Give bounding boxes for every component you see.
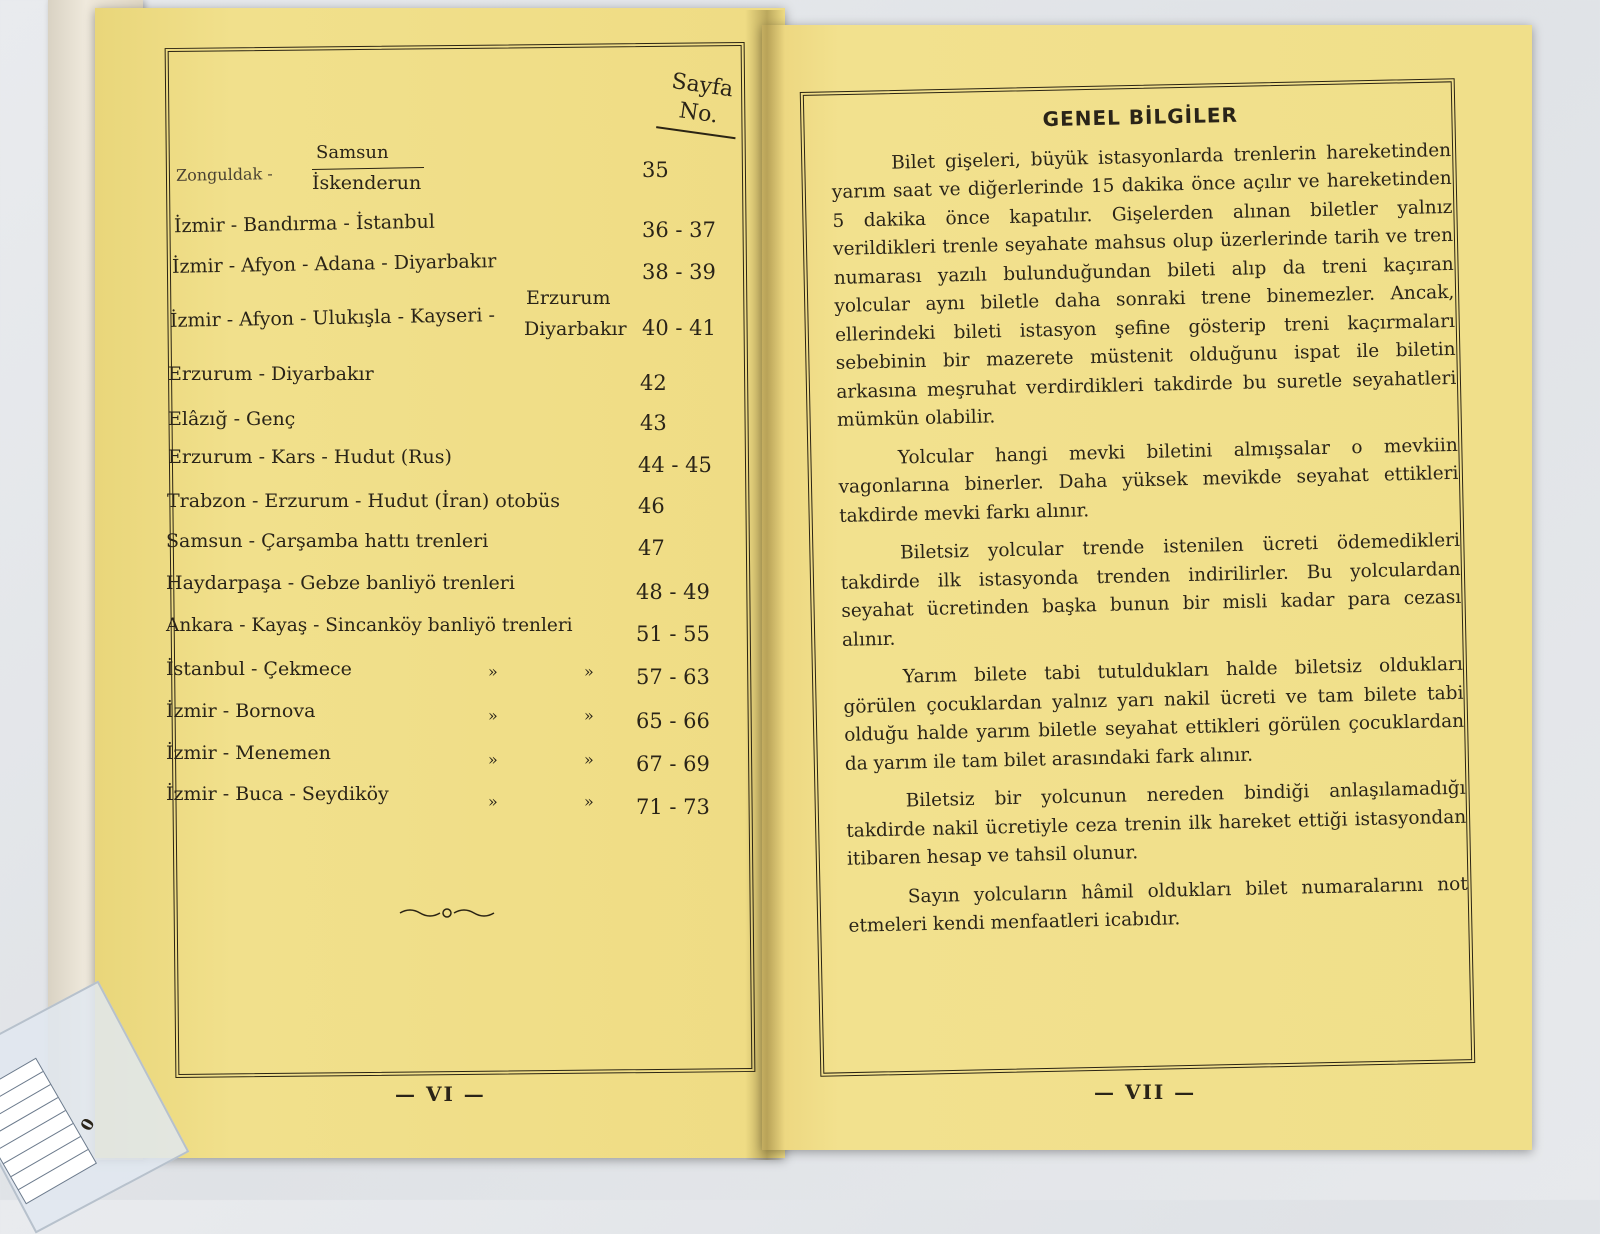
- ditto-mark: »: [584, 750, 594, 769]
- ditto-mark: »: [584, 662, 594, 681]
- toc-page: 51 - 55: [636, 622, 710, 646]
- ditto-mark: »: [488, 662, 498, 681]
- toc-page: 65 - 66: [636, 709, 710, 733]
- info-paragraph: Bilet gişeleri, büyük istasyonlarda trenlerin hareketinden yarım saat ve diğerlerinde 15 dakika önce açılır ve hareketinden 5 dakika önce kapatılır. Gişelerden alınan biletler yalnız verildikleri trenle seyahate mahsus olup üzerlerinde tarih ve tren numarası yazılı bulunduğundan bileti alıp da treni kaçıran yolcular aynı biletle daha sonraki trene binemezler. Ancak, ellerindeki bileti istasyon şefine gösterip treni kaçırmaları sebebinin bir mazerete müstenit olduğunu ispat ile biletin arkasına meşruhat verdirdikleri takdirde bu suretle seyahatleri mümkün olabilir.: [831, 139, 1457, 431]
- ditto-mark: »: [584, 706, 594, 725]
- toc-page: 38 - 39: [642, 260, 716, 284]
- toc-route-bottom: Diyarbakır: [524, 318, 627, 340]
- toc-page: 40 - 41: [642, 316, 716, 340]
- page-column-header: [656, 67, 744, 140]
- toc-route: İzmir - Bornova: [166, 700, 316, 722]
- toc-route: Erzurum - Kars - Hudut (Rus): [168, 446, 452, 468]
- toc-route: İzmir - Afyon - Adana - Diyarbakır: [171, 250, 497, 278]
- page-number-right: — VII —: [1094, 1080, 1197, 1104]
- toc-route-bottom: İskenderun: [312, 172, 422, 194]
- info-paragraph: Yolcular hangi mevki biletini almışsalar o mevkiin vagonlarına binerler. Daha yüksek mevikde seyahat ettikleri takdirde mevki farkı alınır.: [838, 434, 1459, 527]
- ruler-zero-mark: 0: [76, 1114, 99, 1135]
- toc-route: Haydarpaşa - Gebze banliyö trenleri: [166, 572, 515, 594]
- toc-page: 47: [638, 536, 665, 560]
- info-paragraph: Biletsiz bir yolcunun nereden bindiği anlaşılamadığı takdirde nakil ücretiyle ceza trenin ilk hareket ettiği istasyondan itibaren hesap ve tahsil olunur.: [846, 777, 1467, 870]
- ditto-mark: »: [488, 792, 498, 811]
- toc-page: 44 - 45: [638, 453, 712, 477]
- toc-route: İzmir - Menemen: [166, 742, 331, 764]
- info-paragraph: Sayın yolcuların hâmil oldukları bilet numaralarını not etmeleri kendi menfaatleri icabıdır.: [848, 873, 1468, 937]
- toc-route: İzmir - Buca - Seydiköy: [166, 783, 389, 805]
- info-paragraph: Biletsiz yolcular trende istenilen ücreti ödemedikleri takdirde ilk istasyonda trenden indirilirler. Bu yolculardan seyahat ücretinden başka bunun bir misli kadar para cezası alınır.: [840, 529, 1462, 651]
- toc-page: 43: [640, 411, 667, 435]
- toc-route: Elâzığ - Genç: [168, 408, 296, 430]
- page-number-left: — VI —: [395, 1082, 486, 1106]
- toc-page: 71 - 73: [636, 795, 710, 819]
- info-paragraph: Yarım bilete tabi tutuldukları halde biletsiz oldukları görülen çocuklardan yalnız yarı nakil ücreti ve tam bilete tabi olduğu halde yarım biletle seyahat ettikleri görülen çocuklardan da yarım ile tam bilet arasındaki fark alınır.: [843, 653, 1465, 775]
- toc-route-top: Erzurum: [526, 287, 611, 309]
- toc-route-top: Samsun: [316, 142, 389, 163]
- toc-page: 35: [642, 158, 669, 182]
- ditto-mark: »: [488, 750, 498, 769]
- toc-route: Erzurum - Diyarbakır: [168, 363, 374, 385]
- toc-page: 36 - 37: [642, 218, 716, 242]
- toc-route: Trabzon - Erzurum - Hudut (İran) otobüs: [167, 490, 561, 512]
- toc-route: Zonguldak -: [175, 164, 273, 185]
- toc-page: 48 - 49: [636, 580, 710, 604]
- toc-route: İzmir - Bandırma - İstanbul: [173, 210, 436, 238]
- toc-page: 42: [640, 371, 667, 395]
- ornament-divider: [398, 905, 498, 926]
- no-label: No.: [677, 98, 720, 129]
- toc-route: Ankara - Kayaş - Sincanköy banliyö trenleri: [166, 615, 573, 636]
- ditto-mark: »: [584, 792, 594, 811]
- toc-page: 67 - 69: [636, 752, 710, 776]
- toc-page: 46: [638, 494, 665, 518]
- toc-route: Samsun - Çarşamba hattı trenleri: [166, 530, 489, 552]
- toc-page: 57 - 63: [636, 665, 710, 689]
- toc-route: İzmir - Afyon - Ulukışla - Kayseri -: [169, 304, 496, 332]
- general-info-content: [830, 96, 1469, 951]
- toc-route: İstanbul - Çekmece: [166, 658, 352, 680]
- ditto-mark: »: [488, 706, 498, 725]
- section-title: GENEL BİLGİLER: [1042, 102, 1239, 132]
- sayfa-label: Sayfa: [670, 68, 735, 103]
